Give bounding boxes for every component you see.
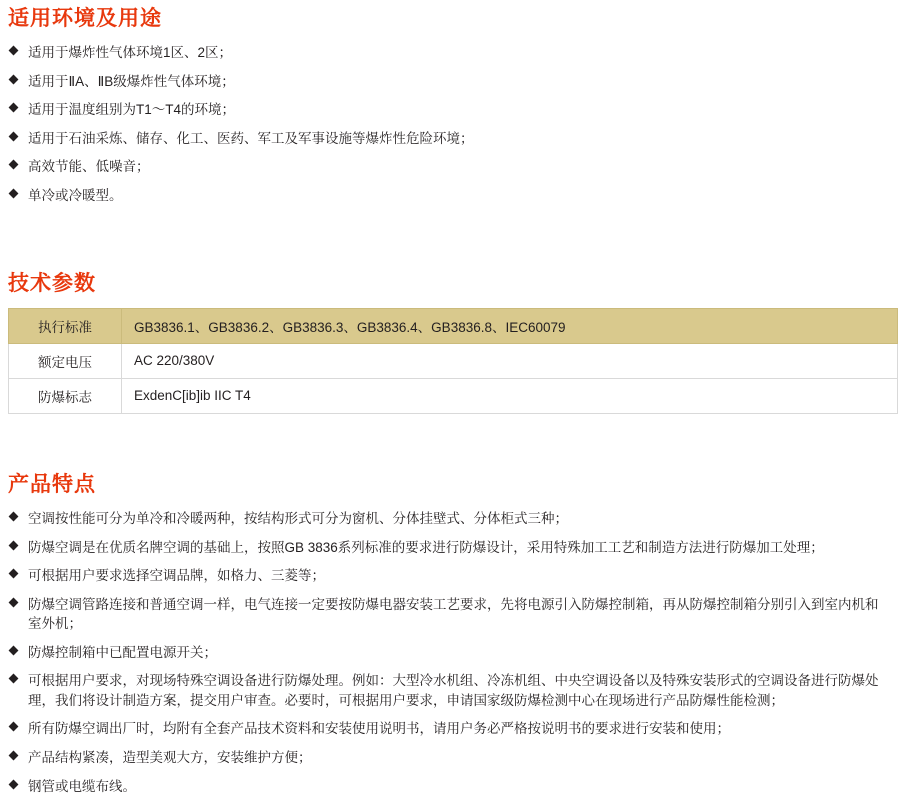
diamond-bullet-icon bbox=[9, 160, 19, 170]
table-cell-label: 执行标准 bbox=[9, 308, 122, 343]
table-cell-value: AC 220/380V bbox=[122, 343, 898, 378]
table-cell-label: 防爆标志 bbox=[9, 378, 122, 413]
list-item-text: 可根据用户要求，对现场特殊空调设备进行防爆处理。例如：大型冷水机组、冷冻机组、中央空调设备以及特殊安装形式的空调设备进行防爆处理，我们将设计制造方案，提交用户审查。必要时，可根据用户要求，申请国家级防爆检测中心在现场进行产品防爆性能检测； bbox=[28, 673, 879, 708]
list-item-text: 钢管或电缆布线。 bbox=[28, 778, 136, 794]
page-title-parameters: 技术参数 bbox=[8, 271, 96, 295]
diamond-bullet-icon bbox=[9, 46, 19, 56]
environment-list bbox=[8, 43, 890, 205]
table-row bbox=[9, 343, 898, 378]
list-item-text: 防爆空调是在优质名牌空调的基础上，按照GB 3836系列标准的要求进行防爆设计，采用特殊加工工艺和制造方法进行防爆加工处理； bbox=[28, 539, 824, 555]
section-spacer bbox=[8, 414, 890, 472]
list-item-text: 防爆空调管路连接和普通空调一样，电气连接一定要按防爆电器安装工艺要求，先将电源引入防爆控制箱，再从防爆控制箱分别引入到室内机和室外机； bbox=[28, 596, 879, 632]
diamond-bullet-icon bbox=[9, 74, 19, 84]
diamond-bullet-icon bbox=[9, 674, 19, 684]
diamond-bullet-icon bbox=[9, 779, 19, 789]
list-item bbox=[8, 129, 890, 149]
list-item bbox=[8, 157, 890, 177]
diamond-bullet-icon bbox=[9, 645, 19, 655]
table-cell-label: 额定电压 bbox=[9, 343, 122, 378]
table-cell-value: GB3836.1、GB3836.2、GB3836.3、GB3836.4、GB3836.8、IEC60079 bbox=[122, 308, 898, 343]
section-spacer bbox=[8, 215, 890, 271]
list-item bbox=[8, 777, 890, 796]
technical-parameters-table bbox=[8, 308, 898, 414]
list-item-text: 适用于ⅡA、ⅡB级爆炸性气体环境； bbox=[28, 73, 235, 89]
diamond-bullet-icon bbox=[9, 597, 19, 607]
list-item-text: 防爆控制箱中已配置电源开关； bbox=[28, 644, 217, 660]
diamond-bullet-icon bbox=[9, 722, 19, 732]
list-item-text: 可根据用户要求选择空调品牌，如格力、三菱等； bbox=[28, 568, 325, 584]
list-item bbox=[8, 186, 890, 206]
diamond-bullet-icon bbox=[9, 540, 19, 550]
diamond-bullet-icon bbox=[9, 189, 19, 199]
list-item-text: 高效节能、低噪音； bbox=[28, 159, 150, 175]
diamond-bullet-icon bbox=[9, 569, 19, 579]
list-item bbox=[8, 595, 890, 634]
list-item bbox=[8, 671, 890, 710]
table-row bbox=[9, 308, 898, 343]
list-item-text: 适用于温度组别为T1～T4的环境； bbox=[28, 102, 236, 118]
list-item bbox=[8, 719, 890, 739]
list-item bbox=[8, 643, 890, 663]
page-title-features: 产品特点 bbox=[8, 472, 96, 496]
list-item bbox=[8, 566, 890, 586]
diamond-bullet-icon bbox=[9, 751, 19, 761]
list-item bbox=[8, 509, 890, 529]
diamond-bullet-icon bbox=[9, 103, 19, 113]
list-item bbox=[8, 538, 890, 558]
list-item-text: 适用于石油采炼、储存、化工、医药、军工及军事设施等爆炸性危险环境； bbox=[28, 130, 474, 146]
page-title-environment: 适用环境及用途 bbox=[8, 7, 162, 30]
list-item-text: 适用于爆炸性气体环境1区、2区； bbox=[28, 45, 233, 61]
list-item-text: 所有防爆空调出厂时，均附有全套产品技术资料和安装使用说明书，请用户务必严格按说明书的要求进行安装和使用； bbox=[28, 721, 730, 737]
list-item bbox=[8, 748, 890, 768]
table-row bbox=[9, 378, 898, 413]
list-item bbox=[8, 100, 890, 120]
list-item-text: 单冷或冷暖型。 bbox=[28, 188, 123, 203]
table-cell-value: ExdenC[ib]ib IIC T4 bbox=[122, 378, 898, 413]
diamond-bullet-icon bbox=[9, 511, 19, 521]
list-item-text: 产品结构紧凑，造型美观大方，安装维护方便； bbox=[28, 750, 312, 765]
list-item bbox=[8, 43, 890, 63]
diamond-bullet-icon bbox=[9, 131, 19, 141]
features-list bbox=[8, 509, 890, 796]
list-item bbox=[8, 72, 890, 92]
list-item-text: 空调按性能可分为单冷和冷暖两种，按结构形式可分为窗机、分体挂壁式、分体柜式三种； bbox=[28, 510, 568, 526]
